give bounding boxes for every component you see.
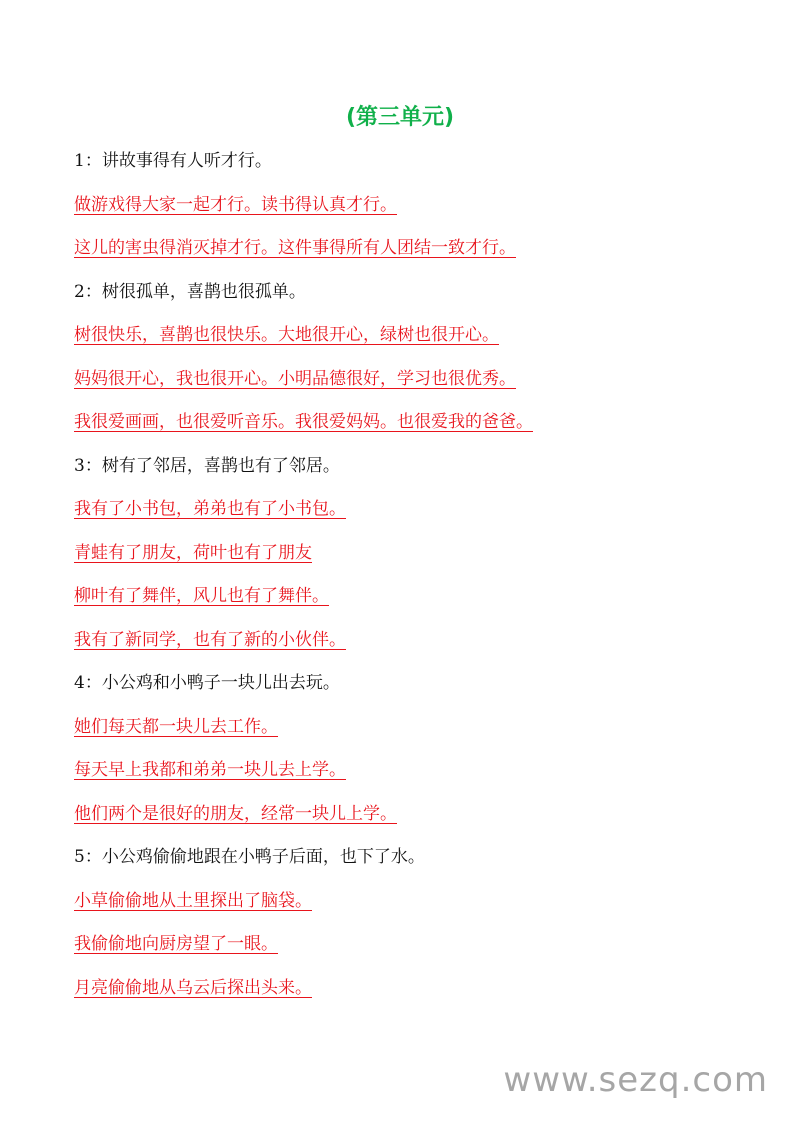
answer-line	[74, 623, 774, 667]
answer-text: 妈妈很开心，我也很开心。小明品德很好，学习也很优秀。	[74, 368, 516, 389]
answer-line	[74, 927, 774, 971]
question-text: 3：树有了邻居，喜鹊也有了邻居。	[74, 455, 340, 476]
question-text: 2：树很孤单，喜鹊也很孤单。	[74, 281, 306, 302]
question-text: 5：小公鸡偷偷地跟在小鸭子后面，也下了水。	[74, 847, 425, 867]
question-text: 1：讲故事得有人听才行。	[74, 151, 272, 171]
answer-text: 月亮偷偷地从乌云后探出头来。	[74, 977, 312, 998]
answer-line	[74, 797, 774, 841]
answer-line	[74, 579, 774, 623]
answer-line	[74, 753, 774, 797]
answer-text: 他们两个是很好的朋友，经常一块儿上学。	[74, 803, 397, 824]
answer-text: 我偷偷地向厨房望了一眼。	[74, 934, 278, 954]
answer-text: 树很快乐，喜鹊也很快乐。大地很开心，绿树也很开心。	[74, 325, 499, 345]
answer-line	[74, 536, 774, 580]
question-line	[74, 666, 774, 710]
answer-line	[74, 971, 774, 1015]
exercise-content	[74, 144, 774, 1014]
question-line	[74, 275, 774, 319]
answer-text: 我有了小书包，弟弟也有了小书包。	[74, 499, 346, 519]
answer-text: 每天早上我都和弟弟一块儿去上学。	[74, 760, 346, 780]
question-text: 4：小公鸡和小鸭子一块儿出去玩。	[74, 673, 340, 693]
question-line	[74, 144, 774, 188]
answer-line	[74, 362, 774, 406]
answer-line	[74, 188, 774, 232]
question-line	[74, 840, 774, 884]
answer-text: 我很爱画画，也很爱听音乐。我很爱妈妈。也很爱我的爸爸。	[74, 412, 533, 432]
answer-line	[74, 318, 774, 362]
answer-text: 做游戏得大家一起才行。读书得认真才行。	[74, 194, 397, 215]
answer-line	[74, 405, 774, 449]
watermark: www.sezq.com	[503, 1060, 768, 1100]
page-title: (第三单元)	[345, 105, 455, 130]
answer-text: 柳叶有了舞伴，风儿也有了舞伴。	[74, 586, 329, 606]
answer-line	[74, 231, 774, 275]
answer-text: 这儿的害虫得消灭掉才行。这件事得所有人团结一致才行。	[74, 238, 516, 258]
question-line	[74, 449, 774, 493]
answer-line	[74, 884, 774, 928]
answer-text: 她们每天都一块儿去工作。	[74, 716, 278, 737]
answer-line	[74, 710, 774, 754]
answer-line	[74, 492, 774, 536]
answer-text: 青蛙有了朋友，荷叶也有了朋友	[74, 542, 312, 563]
answer-text: 小草偷偷地从土里探出了脑袋。	[74, 890, 312, 911]
answer-text: 我有了新同学，也有了新的小伙伴。	[74, 629, 346, 650]
